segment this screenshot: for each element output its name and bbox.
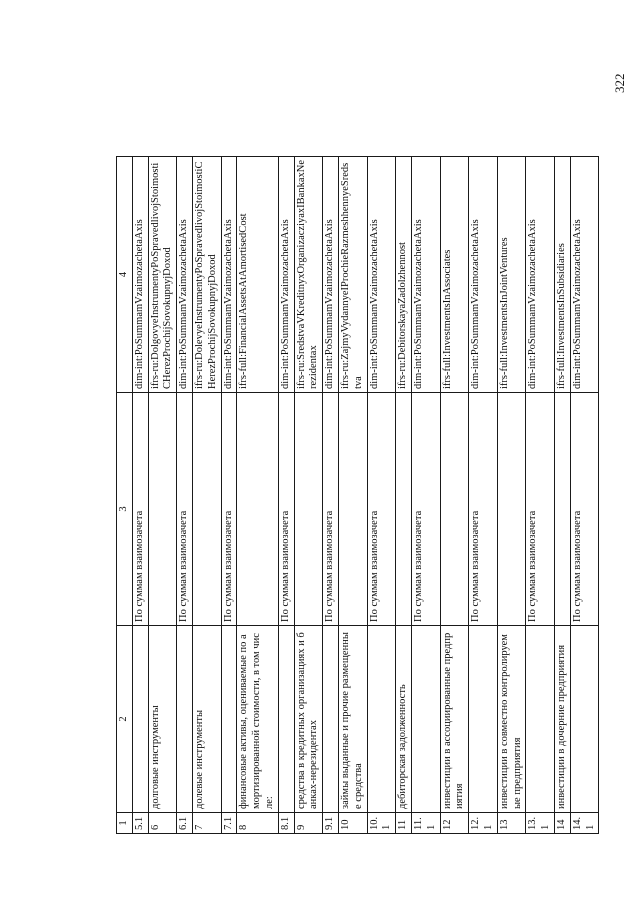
table-cell-3 [497, 393, 526, 626]
table-row [338, 157, 367, 834]
table-cell-4: dim-int:PoSummamVzaimozachetaAxis [526, 157, 555, 393]
table-cell-3: По суммам взаимозачета [278, 393, 294, 626]
table-cell-1: 12.1 [469, 813, 498, 834]
table-cell-4: ifrs-ru:DebitorskayaZadolzhennost [396, 157, 412, 393]
table-row [237, 157, 278, 834]
table-cell-2 [367, 626, 396, 813]
table-cell-1: 14.1 [570, 813, 599, 834]
table-row [497, 157, 526, 834]
table-cell-1: 14 [554, 813, 570, 834]
table-cell-3 [294, 393, 323, 626]
table-cell-4: ifrs-full:FinancialAssetsAtAmortisedCost [237, 157, 278, 393]
table-cell-1: 9 [294, 813, 323, 834]
table-cell-4: dim-int:PoSummamVzaimozachetaAxis [221, 157, 237, 393]
table-cell-4: dim-int:PoSummamVzaimozachetaAxis [323, 157, 339, 393]
table-cell-3: По суммам взаимозачета [367, 393, 396, 626]
table-cell-1: 7.1 [221, 813, 237, 834]
table-cell-2 [221, 626, 237, 813]
table-cell-3 [338, 393, 367, 626]
table-cell-1: 5.1 [132, 813, 148, 834]
header-cell-3: 3 [117, 393, 133, 626]
table-cell-1: 8 [237, 813, 278, 834]
header-cell-1: 1 [117, 813, 133, 834]
table-row [294, 157, 323, 834]
table-cell-2 [526, 626, 555, 813]
table-row [469, 157, 498, 834]
table-row [132, 157, 148, 834]
table-cell-1: 8.1 [278, 813, 294, 834]
table-cell-1: 10 [338, 813, 367, 834]
table-cell-3 [554, 393, 570, 626]
table-cell-1: 7 [192, 813, 221, 834]
table-row [526, 157, 555, 834]
table-cell-3 [237, 393, 278, 626]
table-cell-3: По суммам взаимозачета [469, 393, 498, 626]
table-row [148, 157, 177, 834]
table-cell-2 [177, 626, 193, 813]
table-header-row [117, 157, 133, 834]
table-cell-4: dim-int:PoSummamVzaimozachetaAxis [132, 157, 148, 393]
table-row [323, 157, 339, 834]
table-cell-3: По суммам взаимозачета [221, 393, 237, 626]
table-cell-4: dim-int:PoSummamVzaimozachetaAxis [177, 157, 193, 393]
table-cell-4: ifrs-ru:ZajmyVydannyeIProchieRazmeshhennyeSredstva [338, 157, 367, 393]
table-cell-2 [132, 626, 148, 813]
table-cell-4: dim-int:PoSummamVzaimozachetaAxis [367, 157, 396, 393]
table-cell-2: средства в кредитных организациях и банках-нерезидентах [294, 626, 323, 813]
table-cell-3: По суммам взаимозачета [526, 393, 555, 626]
table-row [396, 157, 412, 834]
table-cell-2: займы выданные и прочие размещенные средства [338, 626, 367, 813]
table-cell-1: 11.1 [411, 813, 440, 834]
table-cell-2: долевые инструменты [192, 626, 221, 813]
table-cell-4: ifrs-ru:SredstvaVKreditnyxOrganizacziyaxIBankaxNerezidentax [294, 157, 323, 393]
table-cell-1: 6 [148, 813, 177, 834]
table-cell-2 [469, 626, 498, 813]
table-cell-3: По суммам взаимозачета [411, 393, 440, 626]
table-row [554, 157, 570, 834]
table-cell-3: По суммам взаимозачета [177, 393, 193, 626]
table-cell-2: инвестиции в совместно контролируемые предприятия [497, 626, 526, 813]
table-cell-3 [440, 393, 469, 626]
table-cell-3 [396, 393, 412, 626]
table-cell-4: ifrs-full:InvestmentsInJointVentures [497, 157, 526, 393]
table-cell-4: dim-int:PoSummamVzaimozachetaAxis [411, 157, 440, 393]
table-cell-3: По суммам взаимозачета [323, 393, 339, 626]
taxonomy-table [116, 156, 599, 834]
table-cell-1: 12 [440, 813, 469, 834]
table-cell-4: ifrs-full:InvestmentsInSubsidiaries [554, 157, 570, 393]
header-cell-2: 2 [117, 626, 133, 813]
table-cell-4: dim-int:PoSummamVzaimozachetaAxis [469, 157, 498, 393]
table-row [177, 157, 193, 834]
table-cell-1: 9.1 [323, 813, 339, 834]
table-row [440, 157, 469, 834]
table-row [570, 157, 599, 834]
table-cell-2: инвестиции в дочерние предприятия [554, 626, 570, 813]
table-cell-2 [323, 626, 339, 813]
table-cell-2: финансовые активы, оцениваемые по амортизированной стоимости, в том числе: [237, 626, 278, 813]
table-cell-3: По суммам взаимозачета [570, 393, 599, 626]
table-cell-4: dim-int:PoSummamVzaimozachetaAxis [570, 157, 599, 393]
table-cell-3 [192, 393, 221, 626]
table-cell-2: дебиторская задолженность [396, 626, 412, 813]
table-cell-3: По суммам взаимозачета [132, 393, 148, 626]
table-cell-1: 6.1 [177, 813, 193, 834]
table-row [367, 157, 396, 834]
table-row [192, 157, 221, 834]
table-cell-4: ifrs-ru:DolgovyeInstrumentyPoSpravedlivojStoimostiCHerezProchijSovokupnyjDoxod [148, 157, 177, 393]
page-number: 322 [612, 73, 627, 93]
table-cell-3 [148, 393, 177, 626]
table-cell-4: ifrs-full:InvestmentsInAssociates [440, 157, 469, 393]
table-row [278, 157, 294, 834]
table-cell-1: 10.1 [367, 813, 396, 834]
table-cell-1: 13 [497, 813, 526, 834]
header-cell-4: 4 [117, 157, 133, 393]
table-row [221, 157, 237, 834]
table-cell-2: долговые инструменты [148, 626, 177, 813]
table-cell-2: инвестиции в ассоциированные предприятия [440, 626, 469, 813]
table-cell-1: 13.1 [526, 813, 555, 834]
table-cell-2 [278, 626, 294, 813]
table-row [411, 157, 440, 834]
table-cell-2 [411, 626, 440, 813]
table-cell-4: dim-int:PoSummamVzaimozachetaAxis [278, 157, 294, 393]
table-cell-4: ifrs-ru:DolevyeInstrumentyPoSpravedlivojStoimostiCHerezProchijSovokupnyjDoxod [192, 157, 221, 393]
table-cell-1: 11 [396, 813, 412, 834]
table-cell-2 [570, 626, 599, 813]
